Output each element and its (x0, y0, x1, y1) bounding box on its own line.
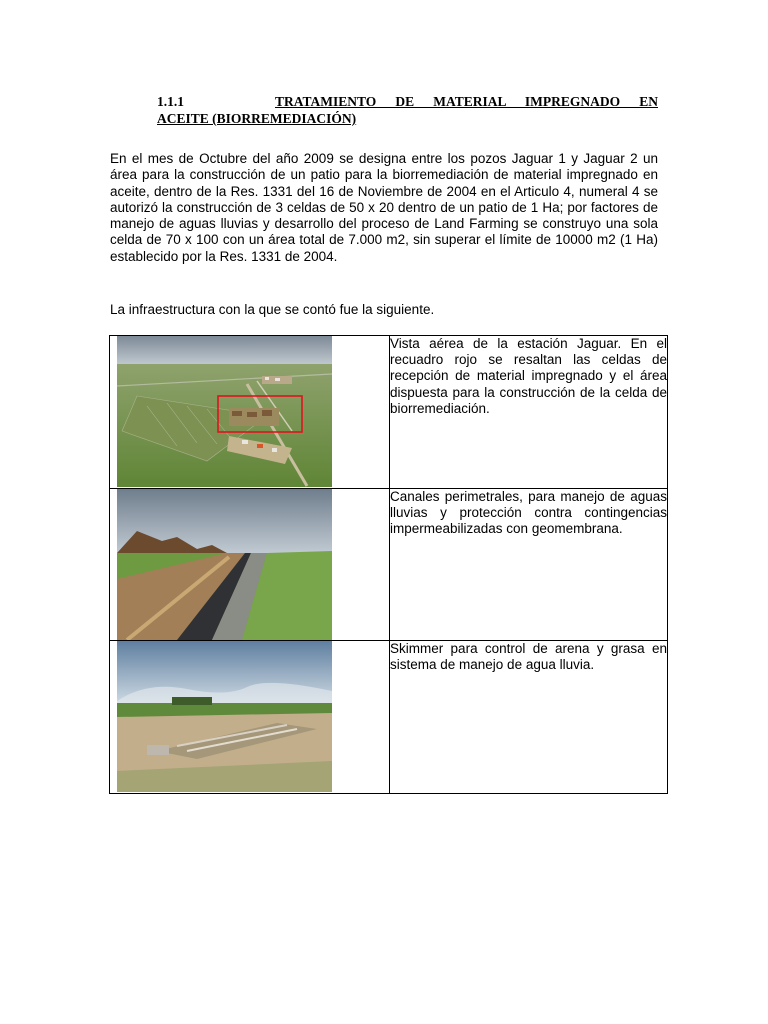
description-cell: Vista aérea de la estación Jaguar. En el recuadro rojo se resaltan las celdas de recepción de material impregnado y el área dispuesta para la construcción de la celda de biorremediación. (390, 336, 668, 489)
perimeter-channel-photo (117, 489, 332, 640)
intro-paragraph: En el mes de Octubre del año 2009 se designa entre los pozos Jaguar 1 y Jaguar 2 un área para la construcción de un patio para la biorremediación de material impregnado en aceite, dentro de la Res. 1331 del 16 de Noviembre de 2004 en el Articulo 4, numeral 4 se autorizó la construcción de 3 celdas de 50 x 20 dentro de un patio de 1 Ha; por factores de manejo de aguas lluvias y desarrollo del proceso de Land Farming se construyo una sola celda de 70 x 100 con un área total de 7.000 m2, sin superar el límite de 10000 m2 (1 Ha) establecido por la Res. 1331 de 2004. (110, 151, 658, 264)
description-cell: Canales perimetrales, para manejo de aguas lluvias y protección contra contingencias impermeabilizadas con geomembrana. (390, 489, 668, 641)
description-cell: Skimmer para control de arena y grasa en sistema de manejo de agua lluvia. (390, 641, 668, 794)
skimmer-photo (117, 641, 332, 792)
section-title-line-1: TRATAMIENTO DE MATERIAL IMPREGNADO EN (275, 94, 658, 109)
image-cell (110, 641, 390, 794)
table-row (110, 336, 668, 489)
infrastructure-table (109, 335, 668, 794)
image-cell (110, 489, 390, 641)
image-cell (110, 336, 390, 489)
table-row (110, 641, 668, 794)
infrastructure-paragraph: La infraestructura con la que se contó fue la siguiente. (110, 302, 435, 317)
table-row (110, 489, 668, 641)
section-number: 1.1.1 (157, 94, 184, 109)
aerial-view-photo (117, 336, 332, 487)
section-title-line-2: ACEITE (BIORREMEDIACIÓN) (157, 111, 357, 126)
